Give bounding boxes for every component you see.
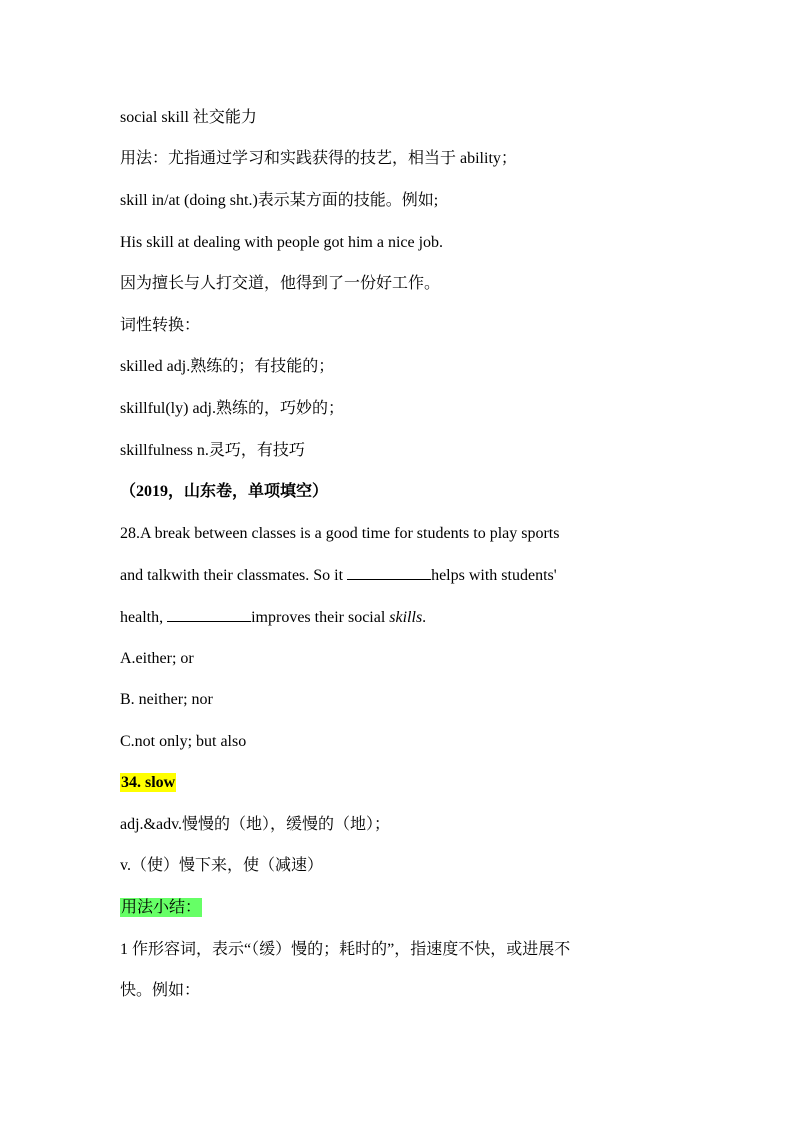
question-italic-word: skills (389, 609, 423, 626)
entry-heading-text: 34. slow (121, 774, 176, 791)
option-b: B. neither; nor (120, 691, 213, 708)
entry-heading (120, 773, 176, 793)
definition-verb: v.（使）慢下来，使（减速） (120, 857, 323, 874)
option-c: C.not only; but also (120, 733, 247, 750)
definition-adj-adv: adj.&adv.慢慢的（地），缓慢的（地）； (120, 816, 391, 833)
question-line-1: 28.A break between classes is a good time for students to play sports (120, 525, 560, 542)
word-form-skillful: skillful(ly) adj.熟练的，巧妙的； (120, 400, 344, 417)
example-translation: 因为擅长与人打交道，他得到了一份好工作。 (120, 275, 441, 292)
question-text: helps with students' (431, 567, 557, 584)
question-text: health, (120, 609, 168, 626)
word-form-skillfulness: skillfulness n.灵巧，有技巧 (120, 442, 305, 459)
question-text: improves their social (251, 609, 390, 626)
answer-blank-1 (347, 565, 431, 580)
phrase-social-skill: social skill 社交能力 (120, 109, 257, 126)
answer-blank-2 (167, 607, 251, 622)
skill-in-at-note: skill in/at (doing sht.)表示某方面的技能。例如; (120, 192, 439, 209)
usage-summary-label (120, 898, 202, 918)
exam-source: （2019，山东卷，单项填空） (120, 483, 329, 500)
usage-note: 用法：尤指通过学习和实践获得的技艺，相当于 ability； (120, 150, 517, 167)
question-text: . (422, 609, 427, 626)
question-line-2 (120, 565, 557, 586)
word-forms-heading: 词性转换： (120, 317, 201, 334)
usage-point-1: 1 作形容词，表示“（缓）慢的；耗时的”，指速度不快，或进展不 (120, 941, 571, 958)
question-line-3 (120, 607, 426, 628)
option-a: A.either; or (120, 650, 194, 667)
usage-summary-text: 用法小结： (121, 899, 202, 916)
example-sentence: His skill at dealing with people got him a nice job. (120, 234, 444, 251)
word-form-skilled: skilled adj.熟练的；有技能的； (120, 358, 335, 375)
usage-point-1-cont: 快。例如： (120, 982, 201, 999)
question-text: and talkwith their classmates. So it (120, 567, 348, 584)
